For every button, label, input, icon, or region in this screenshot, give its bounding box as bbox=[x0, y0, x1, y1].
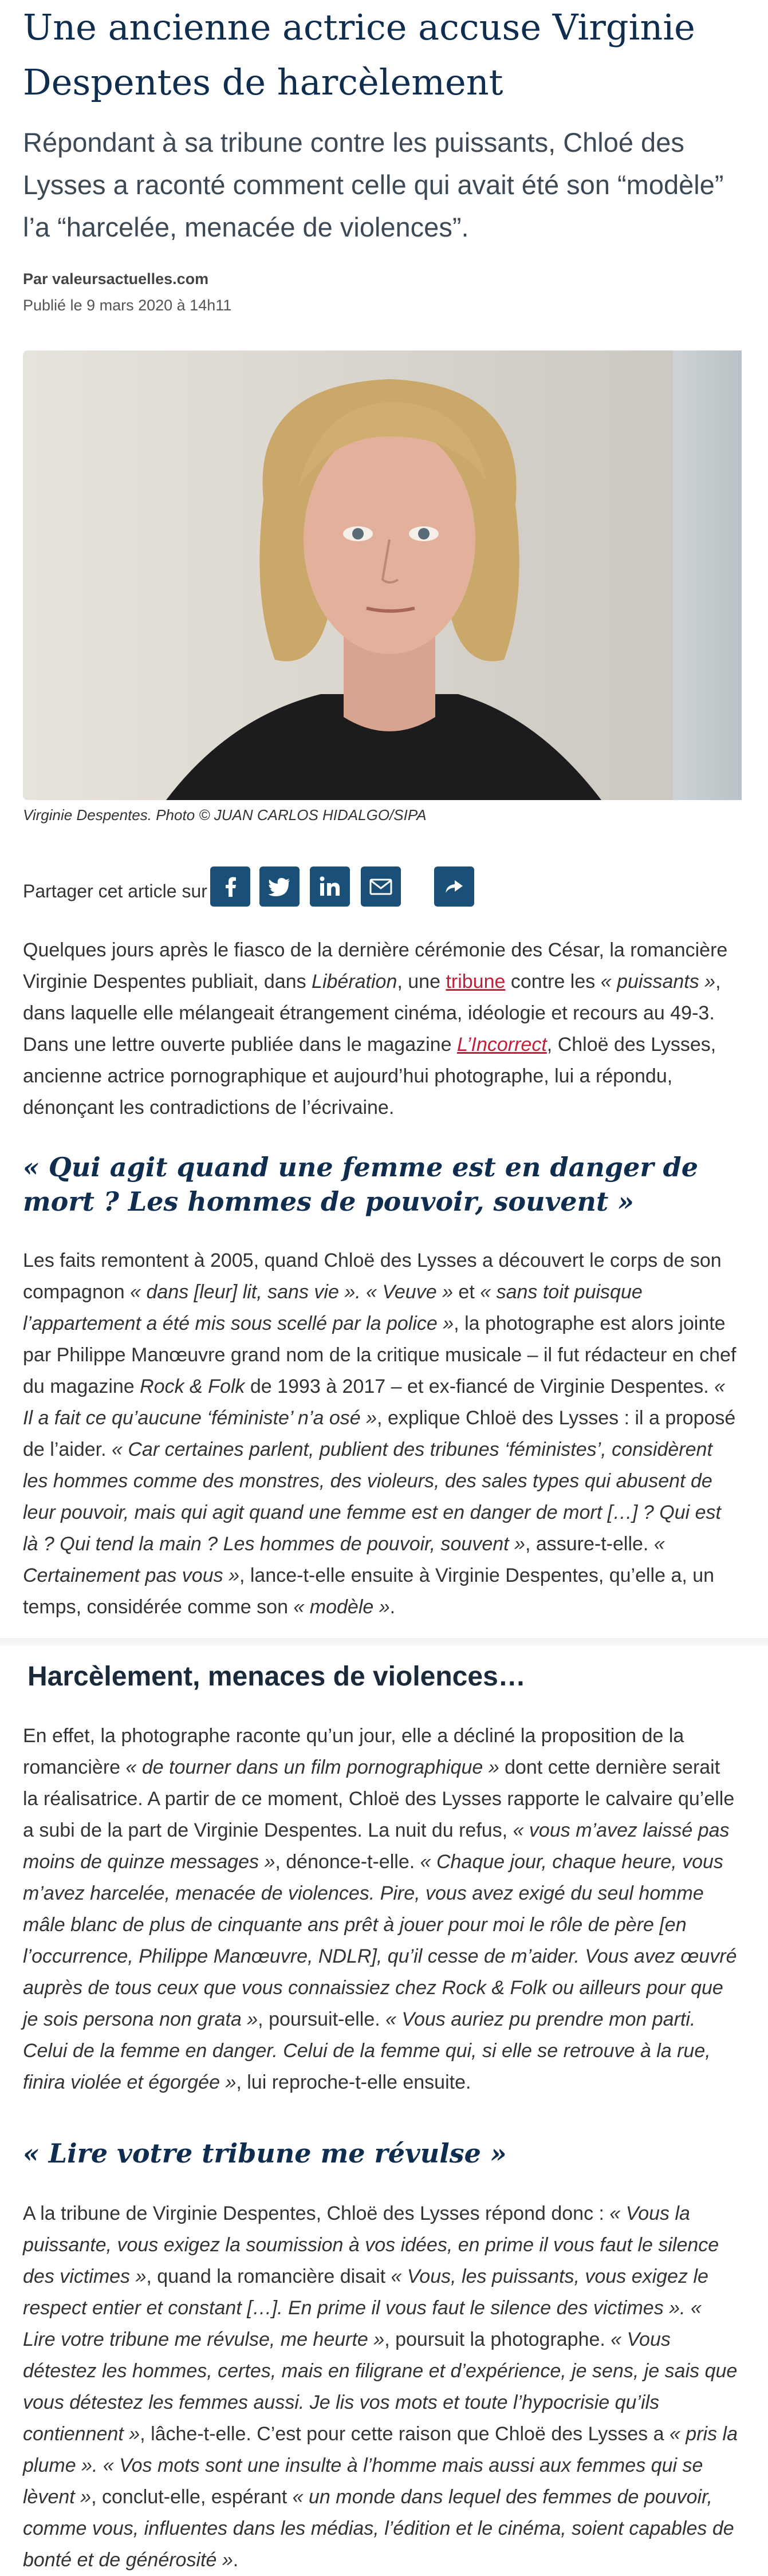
paragraph-2 bbox=[23, 1245, 739, 1623]
twitter-icon bbox=[267, 874, 292, 899]
text: , conclut-elle, espérant bbox=[91, 2486, 293, 2508]
text: , une bbox=[397, 971, 446, 992]
text: , Chloë des Lysses, ancienne actrice pornographique et aujourd’hui photographe, lui a répondu, dénonçant les contradictions de l’écrivaine. bbox=[23, 1034, 716, 1118]
text-italic: « Vous auriez pu prendre mon parti. Celui de la femme en danger. Celui de la femme qui, si elle se retrouve à la rue, finira violée et égorgée » bbox=[23, 2008, 711, 2093]
text-italic: « Vous détestez les hommes, certes, mais en filigrane et d’expérience, je sens, je sais que vous détestez les femmes aussi. Je lis vos mots et toute l’hypocrisie qu’ils contiennent » bbox=[23, 2329, 738, 2445]
text: En effet, la photographe raconte qu’un jour, elle a décliné la proposition de la romancière bbox=[23, 1725, 684, 1778]
text: dont cette dernière serait la réalisatrice. A partir de ce moment, Chloë des Lysses rapporte le calvaire qu’elle a subi de la part de Virginie Despentes. La nuit du refus, bbox=[23, 1756, 735, 1841]
text: , quand la romancière disait bbox=[146, 2266, 391, 2287]
text: , dans laquelle elle mélangeait étrangement cinéma, idéologie et recours au 49-3. Dans une lettre ouverte publiée dans le magazine bbox=[23, 971, 721, 1055]
text-italic: « sans toit puisque l’appartement a été mis sous scellé par la police » bbox=[23, 1281, 643, 1334]
text: Quelques jours après le fiasco de la dernière cérémonie des César, la romancière Virginie Despentes publiait, dans bbox=[23, 939, 728, 992]
text: , lance-t-elle ensuite à Virginie Despentes, qu’elle a, un temps, considérée comme son bbox=[23, 1565, 715, 1618]
text: . bbox=[233, 2549, 239, 2571]
tribune-link[interactable]: tribune bbox=[446, 971, 506, 992]
share-label: Partager cet article sur bbox=[23, 881, 207, 901]
text: , la photographe est alors jointe par Philippe Manœuvre grand nom de la critique musicale – il fut rédacteur en chef du magazine bbox=[23, 1313, 737, 1397]
share-more-button[interactable] bbox=[434, 866, 474, 907]
paragraph-4 bbox=[23, 2198, 739, 2576]
article-photo[interactable] bbox=[23, 350, 742, 800]
text-italic: « modèle » bbox=[293, 1596, 390, 1618]
text-italic: « vous m’avez laissé pas moins de quinze messages » bbox=[23, 1819, 730, 1873]
text: , poursuit la photographe. bbox=[384, 2329, 611, 2350]
quote-heading-2: « Lire votre tribune me révulse » bbox=[23, 2138, 507, 2169]
paragraph-1 bbox=[23, 935, 739, 1124]
text-italic: « pris la plume ». « Vos mots sont une insulte à l’homme mais aussi aux femmes qui se lèvent » bbox=[23, 2423, 738, 2508]
text-italic: « Chaque jour, chaque heure, vous m’avez harcelée, menacée de violences. Pire, vous avez exigé du seul homme mâle blanc de plus de cinquante ans prêt à jouer pour moi le rôle de père [en l’occurrence, Philippe Manœuvre, NDLR], qu’il cesse de m’aider. Vous avez œuvré auprès de tous ceux que vous connaissiez chez Rock & Folk ou ailleurs pour que je sois persona non grata » bbox=[23, 1851, 737, 2030]
text: Les faits remontent à 2005, quand Chloë des Lysses a découvert le corps de son compagnon bbox=[23, 1250, 722, 1303]
text: . bbox=[389, 1596, 396, 1618]
text-italic: « Vous, les puissants, vous exigez le respect entier et constant […]. En prime il vous faut le silence des victimes ». « Lire votre tribune me révulse, me heurte » bbox=[23, 2266, 708, 2350]
section-heading: Harcèlement, menaces de violences… bbox=[27, 1661, 526, 1692]
photo-caption: Virginie Despentes. Photo © JUAN CARLOS HIDALGO/SIPA bbox=[23, 806, 427, 824]
share-facebook-button[interactable] bbox=[210, 866, 250, 907]
text: , lui reproche-t-elle ensuite. bbox=[236, 2071, 471, 2093]
share-linkedin-button[interactable] bbox=[310, 866, 350, 907]
mail-icon bbox=[368, 873, 394, 900]
text: A la tribune de Virginie Despentes, Chloë des Lysses répond donc : bbox=[23, 2203, 610, 2224]
byline: Par valeursactuelles.com bbox=[23, 270, 209, 287]
text: et bbox=[452, 1281, 481, 1303]
section-divider bbox=[0, 1638, 768, 1646]
share-arrow-icon bbox=[441, 873, 467, 900]
linkedin-icon bbox=[317, 873, 343, 900]
paragraph-3 bbox=[23, 1720, 739, 2098]
article-lead: Répondant à sa tribune contre les puissants, Chloé des Lysses a raconté comment celle qui avait été son “modèle” l’a “harcelée, menacée de violences”. bbox=[23, 127, 724, 242]
text-italic: Rock & Folk bbox=[140, 1376, 245, 1397]
text-italic: « Vous la puissante, vous exigez la soumission à vos idées, en prime il vous faut le silence des victimes » bbox=[23, 2203, 719, 2287]
text-italic: « de tourner dans un film pornographique » bbox=[125, 1756, 499, 1778]
text: , explique Chloë des Lysses : il a proposé de l’aider. bbox=[23, 1407, 736, 1460]
publish-date: Publié le 9 mars 2020 à 14h11 bbox=[23, 297, 232, 314]
text-italic: « un monde dans lequel des femmes de pouvoir, comme vous, influentes dans les médias, l’édition et le cinéma, soient capables de bonté et de générosité » bbox=[23, 2486, 734, 2571]
facebook-icon bbox=[218, 874, 243, 899]
text-italic: « puissants » bbox=[600, 971, 716, 992]
text-italic: « Car certaines parlent, publient des tribunes ‘féministes’, considèrent les hommes comme des monstres, des violeurs, des sales types qui abusent de leur pouvoir, mais qui agit quand une femme est en danger de mort […] ? Qui est là ? Qui tend la main ? Les hommes de pouvoir, souvent » bbox=[23, 1439, 722, 1555]
text: , lâche-t-elle. C’est pour cette raison que Chloë des Lysses a bbox=[140, 2423, 669, 2445]
text: de 1993 à 2017 – et ex-fiancé de Virginie Despentes. bbox=[245, 1376, 715, 1397]
text-italic: « Certainement pas vous » bbox=[23, 1533, 665, 1586]
article-headline: Une ancienne actrice accuse Virginie Despentes de harcèlement bbox=[23, 6, 695, 103]
share-email-button[interactable] bbox=[361, 866, 401, 907]
text: , poursuit-elle. bbox=[258, 2008, 386, 2030]
text: , dénonce-t-elle. bbox=[275, 1851, 420, 1873]
text-italic: Libération bbox=[312, 971, 397, 992]
share-twitter-button[interactable] bbox=[259, 866, 300, 907]
text: , assure-t-elle. bbox=[525, 1533, 654, 1555]
lincorrect-link[interactable]: L’Incorrect bbox=[456, 1034, 547, 1055]
text-italic: « dans [leur] lit, sans vie ». « Veuve » bbox=[130, 1281, 453, 1303]
text-italic: « Il a fait ce qu’aucune ‘féministe’ n’a osé » bbox=[23, 1376, 726, 1429]
text: contre les bbox=[505, 971, 601, 992]
quote-heading-1: « Qui agit quand une femme est en danger de mort ? Les hommes de pouvoir, souvent » bbox=[23, 1152, 699, 1217]
portrait-illustration bbox=[23, 350, 742, 800]
